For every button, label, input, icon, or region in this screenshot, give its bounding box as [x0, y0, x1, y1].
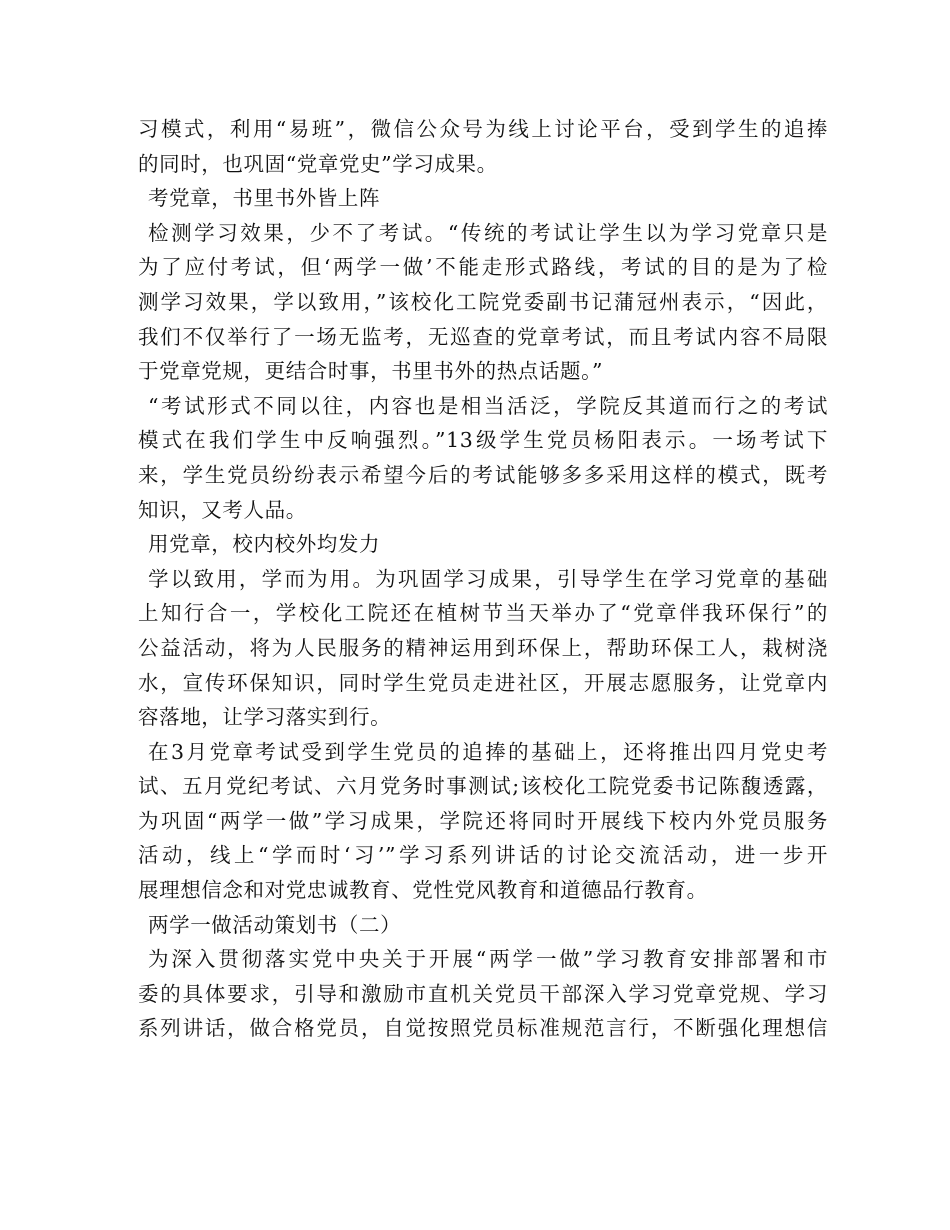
text-line: 于党章党规，更结合时事，书里书外的热点话题。”	[138, 359, 604, 384]
text-line: 在3月党章考试受到学生党员的追捧的基础上，还将推出四月党史考	[148, 739, 828, 764]
text-line: 活动，线上“学而时‘习’”学习系列讲话的讨论交流活动，进一步开	[138, 843, 828, 868]
text-line: 展理想信念和对党忠诚教育、党性党风教育和道德品行教育。	[138, 878, 708, 903]
text-line: 用党章，校内校外均发力	[148, 532, 381, 557]
text-line: 测学习效果，学以致用，”该校化工院党委副书记蒲冠州表示，“因此，	[138, 289, 828, 314]
text-line: 习模式，利用“易班”，微信公众号为线上讨论平台，受到学生的追捧	[138, 117, 828, 141]
text-line: 两学一做活动策划书（二）	[148, 912, 402, 937]
text-line: 试、五月党纪考试、六月党务时事测试;该校化工院党委书记陈馥透露，	[138, 774, 828, 799]
text-line: 系列讲话，做合格党员，自觉按照党员标准规范言行，不断强化理想信	[138, 1016, 828, 1041]
text-line: 的同时，也巩固“党章党史”学习成果。	[138, 151, 498, 176]
text-line: 为了应付考试，但‘两学一做’不能走形式路线，考试的目的是为了检	[138, 255, 828, 280]
text-line: 为巩固“两学一做”学习成果，学院还将同时开展线下校内外党员服务	[138, 808, 828, 833]
text-line: 我们不仅举行了一场无监考，无巡查的党章考试，而且考试内容不局限	[138, 324, 828, 349]
text-line: 为深入贯彻落实党中央关于开展“两学一做”学习教育安排部署和市	[148, 947, 828, 972]
text-line: 容落地，让学习落实到行。	[138, 705, 392, 730]
text-line: 知识，又考人品。	[138, 497, 307, 522]
text-line: 公益活动，将为人民服务的精神运用到环保上，帮助环保工人，栽树浇	[138, 635, 828, 660]
text-line: 来，学生党员纷纷表示希望今后的考试能够多多采用这样的模式，既考	[138, 462, 828, 487]
text-line: 委的具体要求，引导和激励市直机关党员干部深入学习党章党规、学习	[138, 981, 828, 1006]
text-line: 模式在我们学生中反响强烈。”13级学生党员杨阳表示。一场考试下	[138, 428, 828, 453]
text-line: 上知行合一，学校化工院还在植树节当天举办了“党章伴我环保行”的	[138, 601, 828, 626]
text-line: 水，宣传环保知识，同时学生党员走进社区，开展志愿服务，让党章内	[138, 670, 828, 695]
text-line: 考党章，书里书外皆上阵	[148, 186, 381, 211]
text-line: 检测学习效果，少不了考试。“传统的考试让学生以为学习党章只是	[148, 220, 828, 245]
text-line: 学以致用，学而为用。为巩固学习成果，引导学生在学习党章的基础	[148, 566, 828, 591]
document-body	[138, 112, 828, 1046]
text-line: “考试形式不同以往，内容也是相当活泛，学院反其道而行之的考试	[148, 393, 828, 418]
